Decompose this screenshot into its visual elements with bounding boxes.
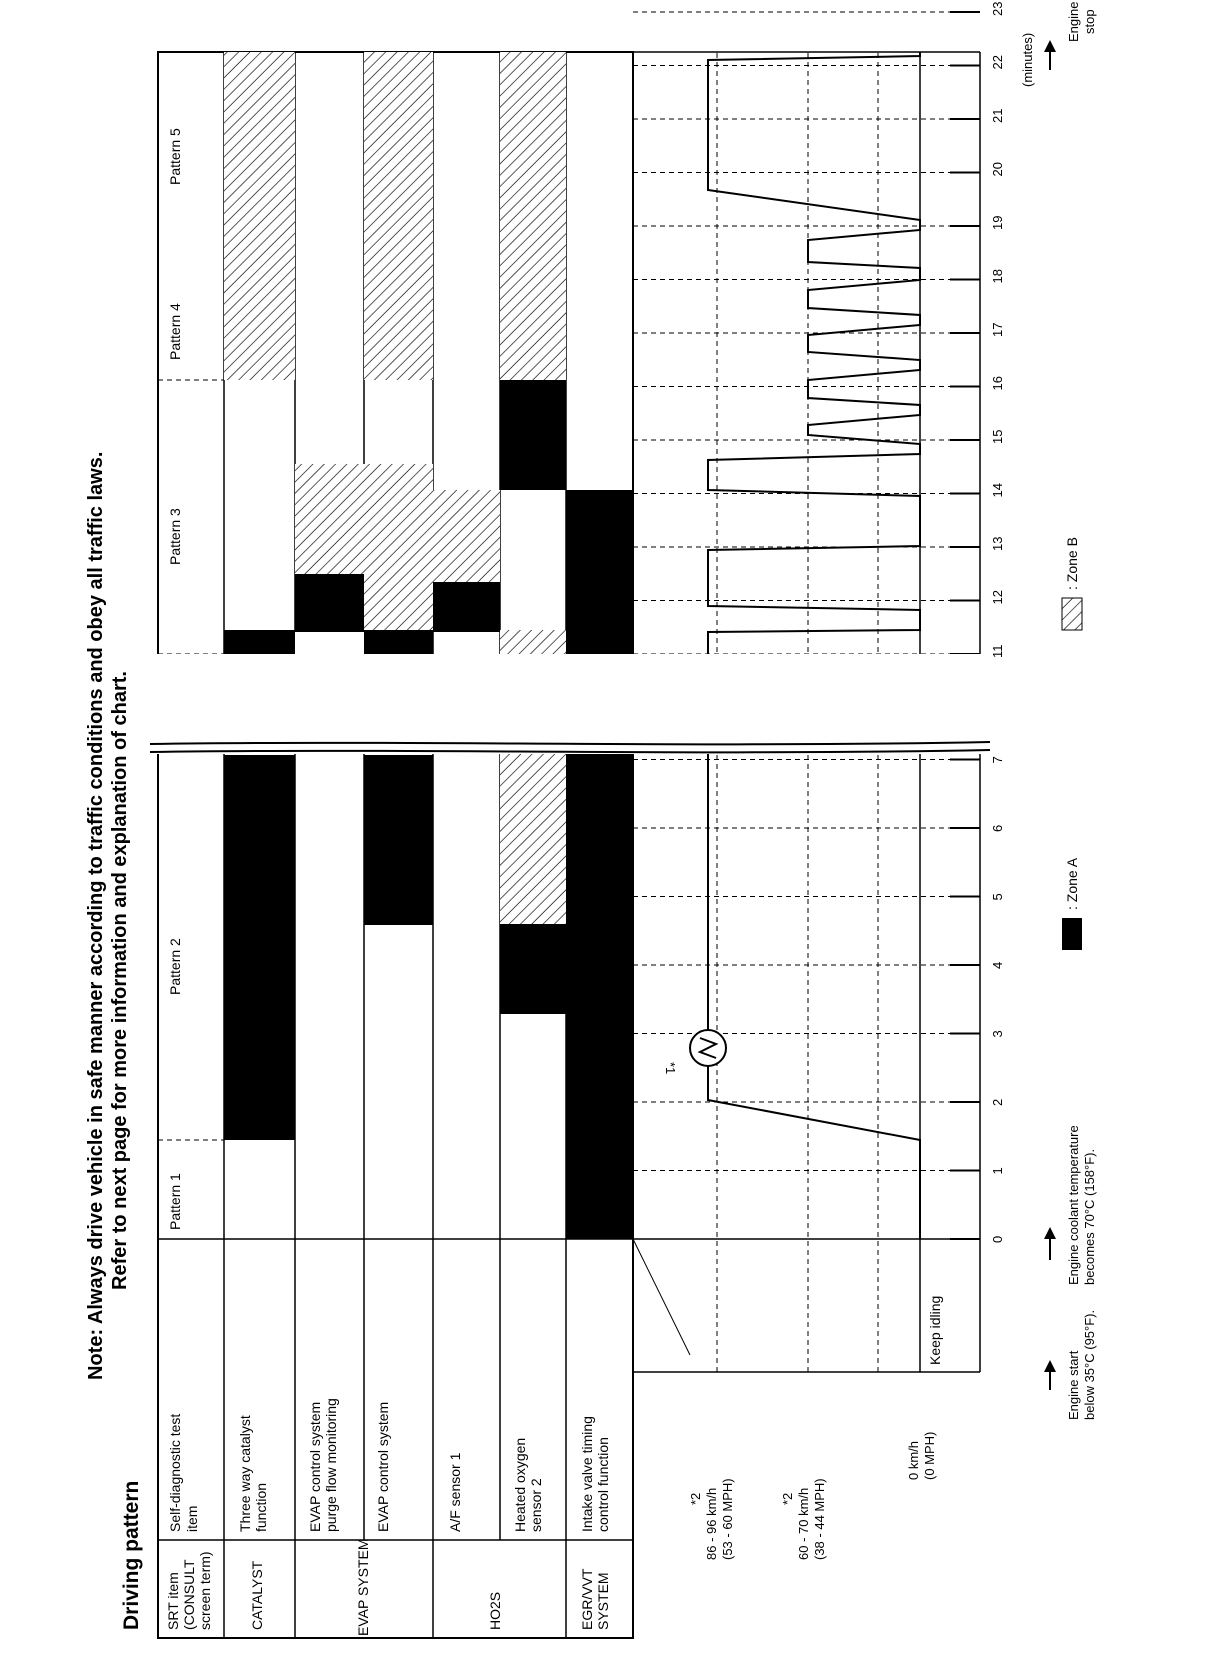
speed-mid-star: *2 [780, 1492, 795, 1505]
item-evap-purge-1: EVAP control system [307, 1401, 323, 1532]
time-tick-label: 2 [990, 1098, 1005, 1106]
marker-1 [663, 1030, 726, 1074]
speed-mid-kmh: 60 - 70 km/h [796, 1487, 811, 1560]
time-tick-label: 6 [990, 824, 1005, 832]
marker-1-label: *1 [663, 1062, 678, 1075]
table-text [165, 1398, 611, 1636]
time-tick-label: 4 [990, 961, 1005, 969]
time-tick-label: 13 [990, 536, 1005, 551]
page-title: Driving pattern [120, 1480, 143, 1630]
item-evap-purge-2: purge flow monitoring [323, 1398, 339, 1532]
speed-high-star: *2 [688, 1492, 703, 1505]
item-catalyst-2: function [253, 1482, 269, 1532]
note-line-1: Note: Always drive vehicle in safe manner according to traffic conditions and obey all traffic laws. [85, 451, 107, 1380]
item-ho2s2-2: sensor 2 [528, 1478, 544, 1532]
engine-start-2: below 35°C (95°F). [1082, 1309, 1097, 1420]
time-tick-label: 21 [990, 108, 1005, 123]
hdr-srt-1: SRT item [165, 1572, 181, 1630]
rotated-chart [85, 0, 1097, 1638]
speed-high-kmh: 86 - 96 km/h [704, 1487, 719, 1560]
coolant-1: Engine coolant temperature [1066, 1125, 1081, 1285]
legend-zone-b-swatch [1062, 598, 1082, 630]
time-tick-label: 23 [990, 1, 1005, 16]
time-tick-label: 11 [990, 644, 1005, 658]
item-catalyst-1: Three way catalyst [237, 1415, 253, 1532]
time-tick-label: 19 [990, 215, 1005, 230]
speed-labels [688, 1296, 943, 1560]
time-tick-label: 14 [990, 483, 1005, 498]
speed-mid-mph: (38 - 44 MPH) [812, 1478, 827, 1560]
time-grid [633, 0, 980, 1239]
legend-zone-b-label: : Zone B [1064, 537, 1080, 590]
srt-egr-2: SYSTEM [595, 1572, 611, 1630]
hdr-test-1: Self-diagnostic test [167, 1413, 183, 1532]
axis-break [150, 654, 990, 754]
hdr-srt-3: screen term) [197, 1551, 213, 1630]
coolant-2: becomes 70°C (158°F). [1082, 1148, 1097, 1285]
legend-zone-a-swatch [1062, 918, 1082, 950]
pattern-boundaries [158, 380, 224, 1140]
srt-evap: EVAP SYSTEM [355, 1538, 371, 1636]
engine-stop-1: Engine [1066, 1, 1081, 42]
bottom-annotations [1044, 2, 1097, 1420]
item-ho2s2-1: Heated oxygen [512, 1437, 528, 1532]
time-unit-label: (minutes) [1020, 32, 1035, 87]
pattern-5-label: Pattern 5 [167, 128, 183, 185]
hdr-srt-2: (CONSULT [181, 1559, 197, 1630]
time-tick-label: 22 [990, 55, 1005, 70]
zone-fills [224, 52, 633, 1239]
engine-stop-2: stop [1082, 9, 1097, 34]
keep-idling-label: Keep idling [927, 1295, 943, 1365]
item-ivt-2: control function [595, 1437, 611, 1532]
time-tick-label: 16 [990, 376, 1005, 391]
pattern-4-label: Pattern 4 [167, 303, 183, 360]
item-ivt-1: Intake valve timing [579, 1416, 595, 1532]
pattern-2-label: Pattern 2 [167, 938, 183, 995]
speed-high-mph: (53 - 60 MPH) [720, 1478, 735, 1560]
time-tick-label: 1 [990, 1167, 1005, 1175]
srt-catalyst: CATALYST [249, 1560, 265, 1630]
item-af-sensor: A/F sensor 1 [447, 1452, 463, 1532]
pattern-3-label: Pattern 3 [167, 508, 183, 565]
time-tick-label: 17 [990, 322, 1005, 337]
srt-egr-1: EGR/VVT [579, 1568, 595, 1630]
time-tick-label: 15 [990, 429, 1005, 444]
time-tick-label: 7 [990, 756, 1005, 764]
legend [1062, 537, 1082, 950]
time-tick-label: 18 [990, 269, 1005, 284]
speed-zero-kmh: 0 km/h [906, 1440, 921, 1480]
item-evap-control: EVAP control system [375, 1401, 391, 1532]
legend-zone-a-label: : Zone A [1064, 857, 1080, 910]
note-line-2: Refer to next page for more information and explanation of chart. [109, 671, 131, 1290]
speed-profile-line [708, 754, 920, 1239]
time-tick-labels [990, 0, 1005, 1243]
speed-zero-mph: (0 MPH) [922, 1431, 937, 1480]
engine-start-1: Engine start [1066, 1350, 1081, 1420]
time-tick-label: 3 [990, 1030, 1005, 1038]
pattern-1-label: Pattern 1 [167, 1173, 183, 1230]
srt-ho2s: HO2S [487, 1591, 503, 1630]
time-tick-label: 5 [990, 893, 1005, 901]
speed-profile-line-2 [708, 52, 920, 654]
time-tick-label: 0 [990, 1235, 1005, 1243]
hdr-test-2: item [184, 1505, 200, 1532]
time-tick-label: 12 [990, 590, 1005, 605]
time-tick-label: 20 [990, 162, 1005, 177]
